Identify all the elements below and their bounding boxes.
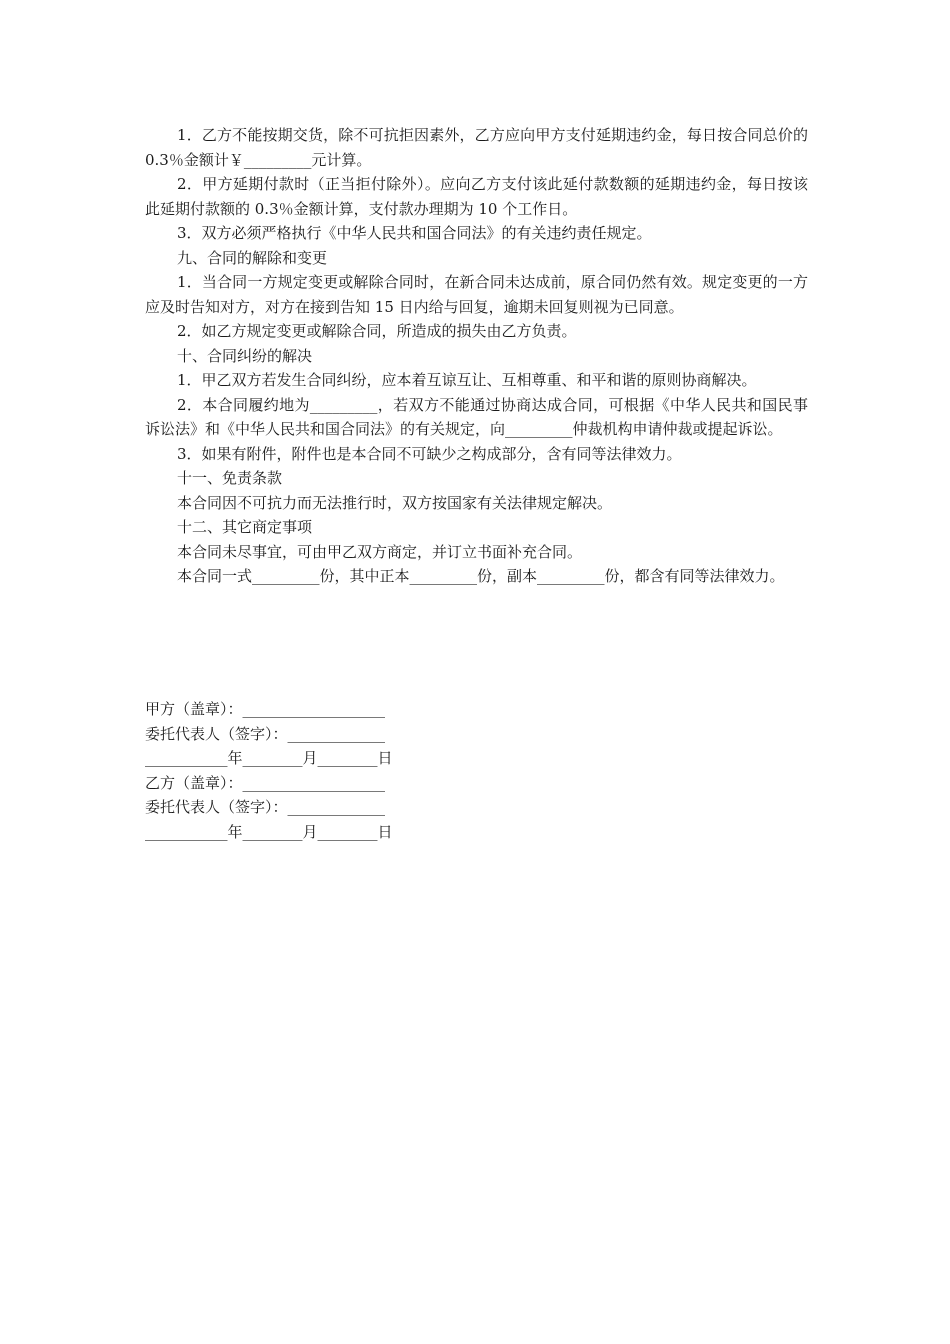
clause-change-loss: 2．如乙方规定变更或解除合同，所造成的损失由乙方负责。 bbox=[177, 322, 577, 340]
party-b-date-line: ___________年________月________日 bbox=[145, 822, 393, 841]
party-a-date-line: ___________年________月________日 bbox=[145, 749, 393, 767]
clause-liability-law: 3．双方必须严格执行《中华人民共和国合同法》的有关违约责任规定。 bbox=[177, 224, 652, 242]
section-heading-disputes: 十、合同纠纷的解决 bbox=[177, 346, 313, 365]
clause-late-payment: 2．甲方延期付款时（正当拒付除外）。应向乙方支付该此延付款数额的延期违约金，每日按该此延期付款额的 0.3％金额计算，支付款办理期为 10 个工作日。 bbox=[145, 175, 808, 218]
clause-attachments: 3．如果有附件，附件也是本合同不可缺少之构成部分，含有同等法律效力。 bbox=[177, 444, 682, 463]
section-heading-termination: 九、合同的解除和变更 bbox=[177, 248, 328, 267]
clause-supplementary: 本合同未尽事宜，可由甲乙双方商定，并订立书面补充合同。 bbox=[177, 542, 583, 561]
signature-block bbox=[145, 697, 445, 844]
section-heading-other-matters: 十二、其它商定事项 bbox=[177, 518, 313, 536]
party-b-seal-line: 乙方（盖章）：___________________ bbox=[145, 773, 386, 792]
clause-negotiation: 1．甲乙双方若发生合同纠纷，应本着互谅互让、互相尊重、和平和谐的原则协商解决。 bbox=[177, 371, 757, 389]
clause-force-majeure: 本合同因不可抗力而无法推行时，双方按国家有关法律规定解决。 bbox=[177, 493, 613, 512]
clause-change-notice: 1．当合同一方规定变更或解除合同时，在新合同未达成前，原合同仍然有效。规定变更的一方应及时告知对方，对方在接到告知 15 日内给与回复，逾期未回复则视为已同意。 bbox=[145, 273, 808, 316]
clause-arbitration: 2．本合同履约地为_________，若双方不能通过协商达成合同，可根据《中华人民共和国民事诉讼法》和《中华人民共和国合同法》的有关规定，向_________仲裁机构申请仲裁或提起诉讼。 bbox=[145, 395, 808, 438]
party-a-representative-line: 委托代表人（签字）：_____________ bbox=[145, 724, 386, 743]
clause-late-delivery: 1．乙方不能按期交货，除不可抗拒因素外，乙方应向甲方支付延期违约金，每日按合同总价的 0.3％金额计￥_________元计算。 bbox=[145, 126, 813, 169]
party-b-representative-line: 委托代表人（签字）：_____________ bbox=[145, 798, 386, 816]
clause-copies: 本合同一式_________份，其中正本_________份，副本_________份，都含有同等法律效力。 bbox=[177, 567, 785, 585]
section-heading-force-majeure: 十一、免责条款 bbox=[177, 469, 283, 487]
contract-body bbox=[145, 123, 813, 589]
party-a-seal-line: 甲方（盖章）：___________________ bbox=[145, 700, 386, 718]
